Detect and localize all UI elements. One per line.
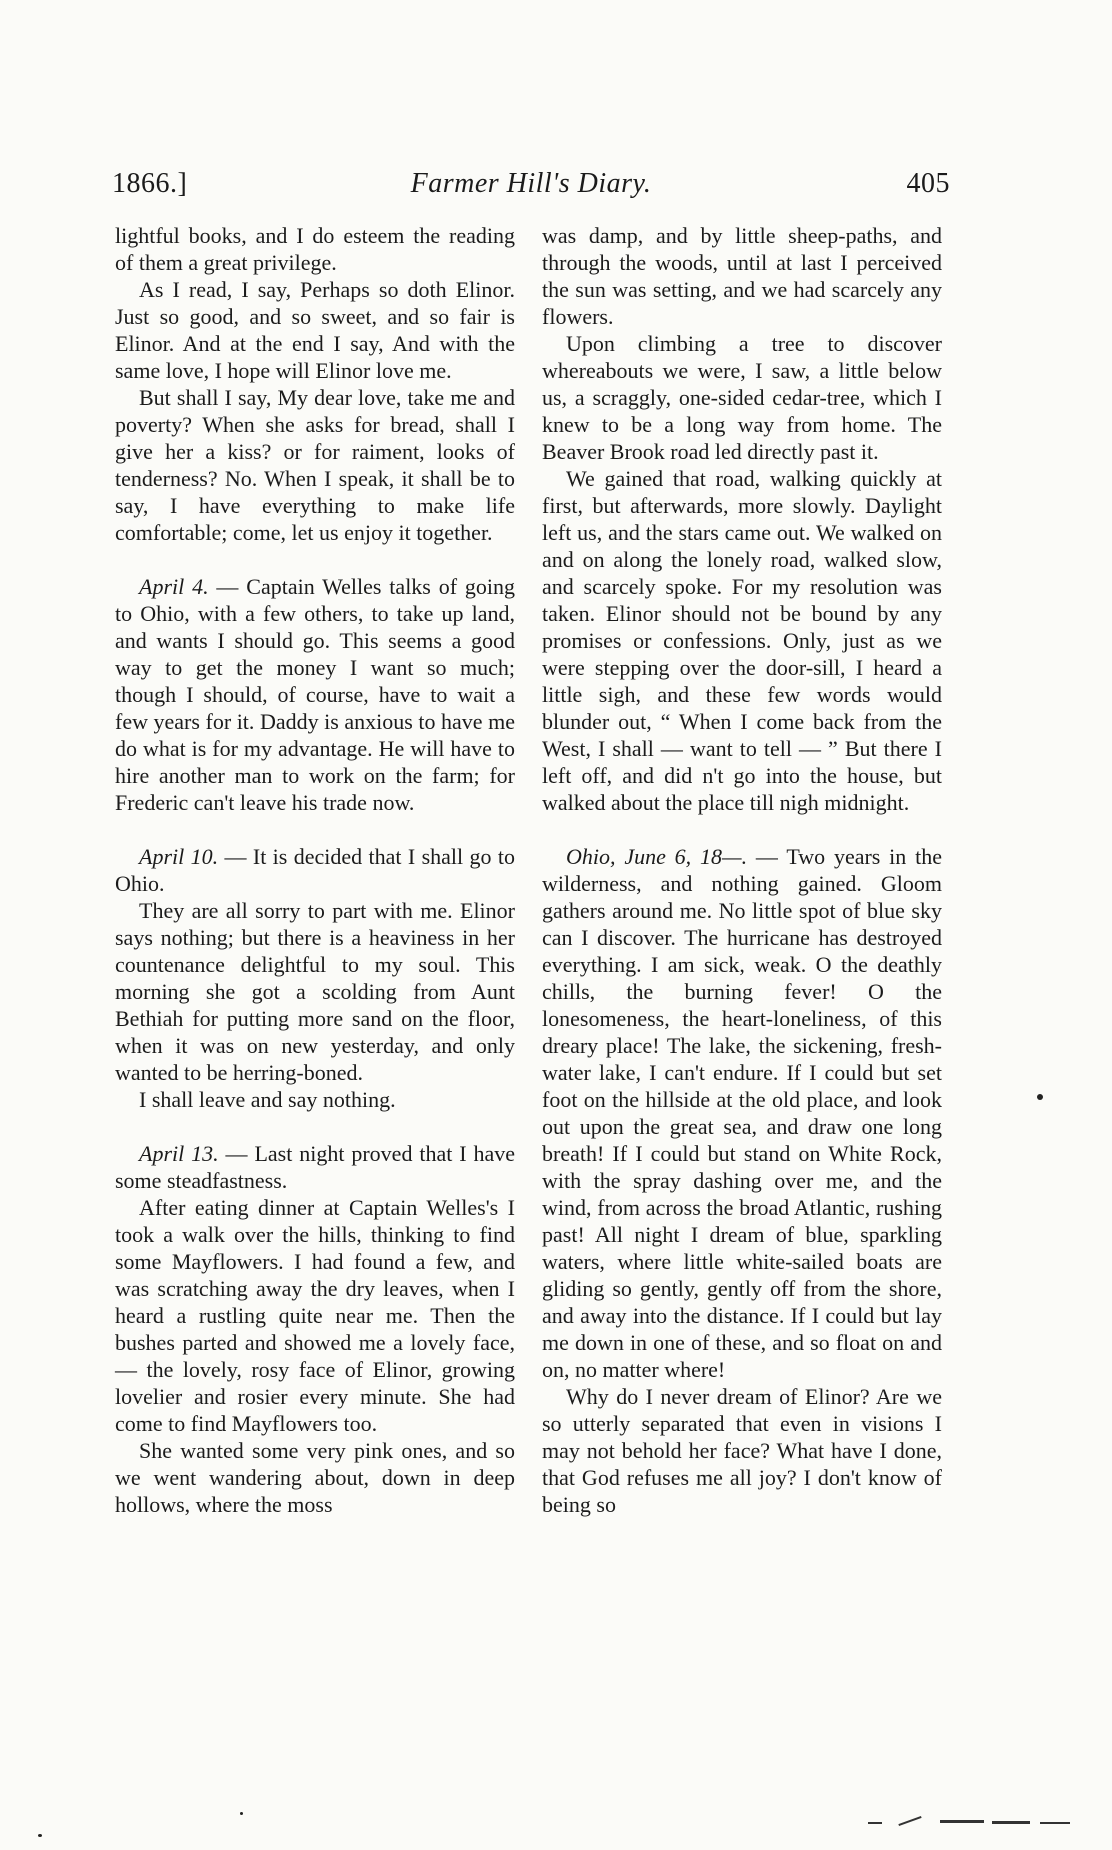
- entry-date: April 4.: [139, 574, 209, 599]
- ink-stroke: [868, 1822, 882, 1824]
- ink-stroke: [898, 1816, 921, 1826]
- ink-speck: [1037, 1094, 1043, 1100]
- running-header: [112, 168, 950, 210]
- paragraph: lightful books, and I do esteem the reading of them a great privilege.: [115, 223, 515, 275]
- page-number: 405: [906, 168, 950, 199]
- paragraph: We gained that road, walking quickly at first, but afterwards, more slowly. Daylight left us, and the stars came out. We walked on and on along the lonely road, walked slow, and scarcely spoke. For my resolution was taken. Elinor should not be bound by any promises or confessions. Only, just as we were stepping over the door-sill, I heard a little sigh, and these few words would blunder out, “ When I come back from the West, I shall — want to tell — ” But there I left off, and did n't go into the house, but walked about the place till nigh midnight.: [542, 466, 942, 815]
- diary-entry-april-13: [115, 1140, 515, 1194]
- header-year: 1866.]: [112, 168, 188, 199]
- entry-text: — Captain Welles talks of going to Ohio, with a few others, to take up land, and wants I should go. This seems a good way to get the money I want so much; though I should, of course, have to wait a few years for it. Daddy is anxious to have me do what is for my advantage. He will have to hire another man to work on the farm; for Frederic can't leave his trade now.: [115, 574, 515, 815]
- entry-date: April 13.: [139, 1141, 219, 1166]
- diary-entry-ohio-june-6: [542, 843, 942, 1383]
- ink-stroke: [992, 1821, 1030, 1824]
- entry-text: — Two years in the wilderness, and nothing gained. Gloom gathers around me. No little spot of blue sky can I discover. The hurricane has destroyed everything. I am sick, weak. O the deathly chills, the burning fever! O the lonesomeness, the heart-loneliness, of this dreary place! The lake, the sickening, fresh-water lake, I can't endure. If I could but set foot on the hillside at the old place, and look out upon the great sea, and draw one long breath! If I could but stand on White Rock, with the spray dashing over me, and the wind, from across the broad Atlantic, rushing past! All night I dream of blue, sparkling waters, where little white-sailed boats are gliding so gently, gently off from the shore, and away into the distance. If I could but lay me down in one of these, and so float on and on, no matter where!: [542, 844, 942, 1382]
- entry-date: April 10.: [139, 844, 219, 869]
- entry-date: Ohio, June 6, 18—.: [566, 844, 748, 869]
- paragraph: Why do I never dream of Elinor? Are we so utterly separated that even in visions I may not behold her face? What have I done, that God refuses me all joy? I don't know of being so: [542, 1384, 942, 1517]
- entry-text: — It is decided that I shall go to Ohio.: [115, 844, 515, 896]
- paragraph: But shall I say, My dear love, take me and poverty? When she asks for bread, shall I give her a kiss? or for raiment, looks of tenderness? No. When I speak, it shall be to say, I have everything to make life comfortable; come, let us enjoy it together.: [115, 385, 515, 545]
- paragraph: They are all sorry to part with me. Elinor says nothing; but there is a heaviness in her countenance delightful to my soul. This morning she got a scolding from Aunt Bethiah for putting more sand on the floor, when it was on new yesterday, and only wanted to be herring-boned.: [115, 898, 515, 1085]
- right-column: [542, 222, 942, 1518]
- diary-entry-april-4: [115, 573, 515, 816]
- diary-entry-april-10: [115, 843, 515, 897]
- ink-speck: [38, 1834, 42, 1837]
- header-title: Farmer Hill's Diary.: [410, 168, 652, 199]
- paragraph: After eating dinner at Captain Welles's I took a walk over the hills, thinking to find some Mayflowers. I had found a few, and was scratching away the dry leaves, when I heard a rustling quite near me. Then the bushes parted and showed me a lovely face, — the lovely, rosy face of Elinor, growing lovelier and rosier every minute. She had come to find Mayflowers too.: [115, 1195, 515, 1436]
- left-column: [115, 222, 515, 1518]
- ink-speck: [240, 1812, 243, 1815]
- ink-stroke: [1040, 1822, 1070, 1824]
- paragraph: As I read, I say, Perhaps so doth Elinor. Just so good, and so sweet, and so fair is Elinor. And at the end I say, And with the same love, I hope will Elinor love me.: [115, 277, 515, 383]
- paragraph: She wanted some very pink ones, and so we went wandering about, down in deep hollows, where the moss: [115, 1438, 515, 1517]
- ink-stroke: [940, 1820, 984, 1823]
- paragraph: was damp, and by little sheep-paths, and through the woods, until at last I perceived the sun was setting, and we had scarcely any flowers.: [542, 223, 942, 329]
- entry-text: — Last night proved that I have some steadfastness.: [115, 1141, 515, 1193]
- paragraph: I shall leave and say nothing.: [139, 1087, 396, 1112]
- paragraph: Upon climbing a tree to discover whereabouts we were, I saw, a little below us, a scraggly, one-sided cedar-tree, which I knew to be a long way from home. The Beaver Brook road led directly past it.: [542, 331, 942, 464]
